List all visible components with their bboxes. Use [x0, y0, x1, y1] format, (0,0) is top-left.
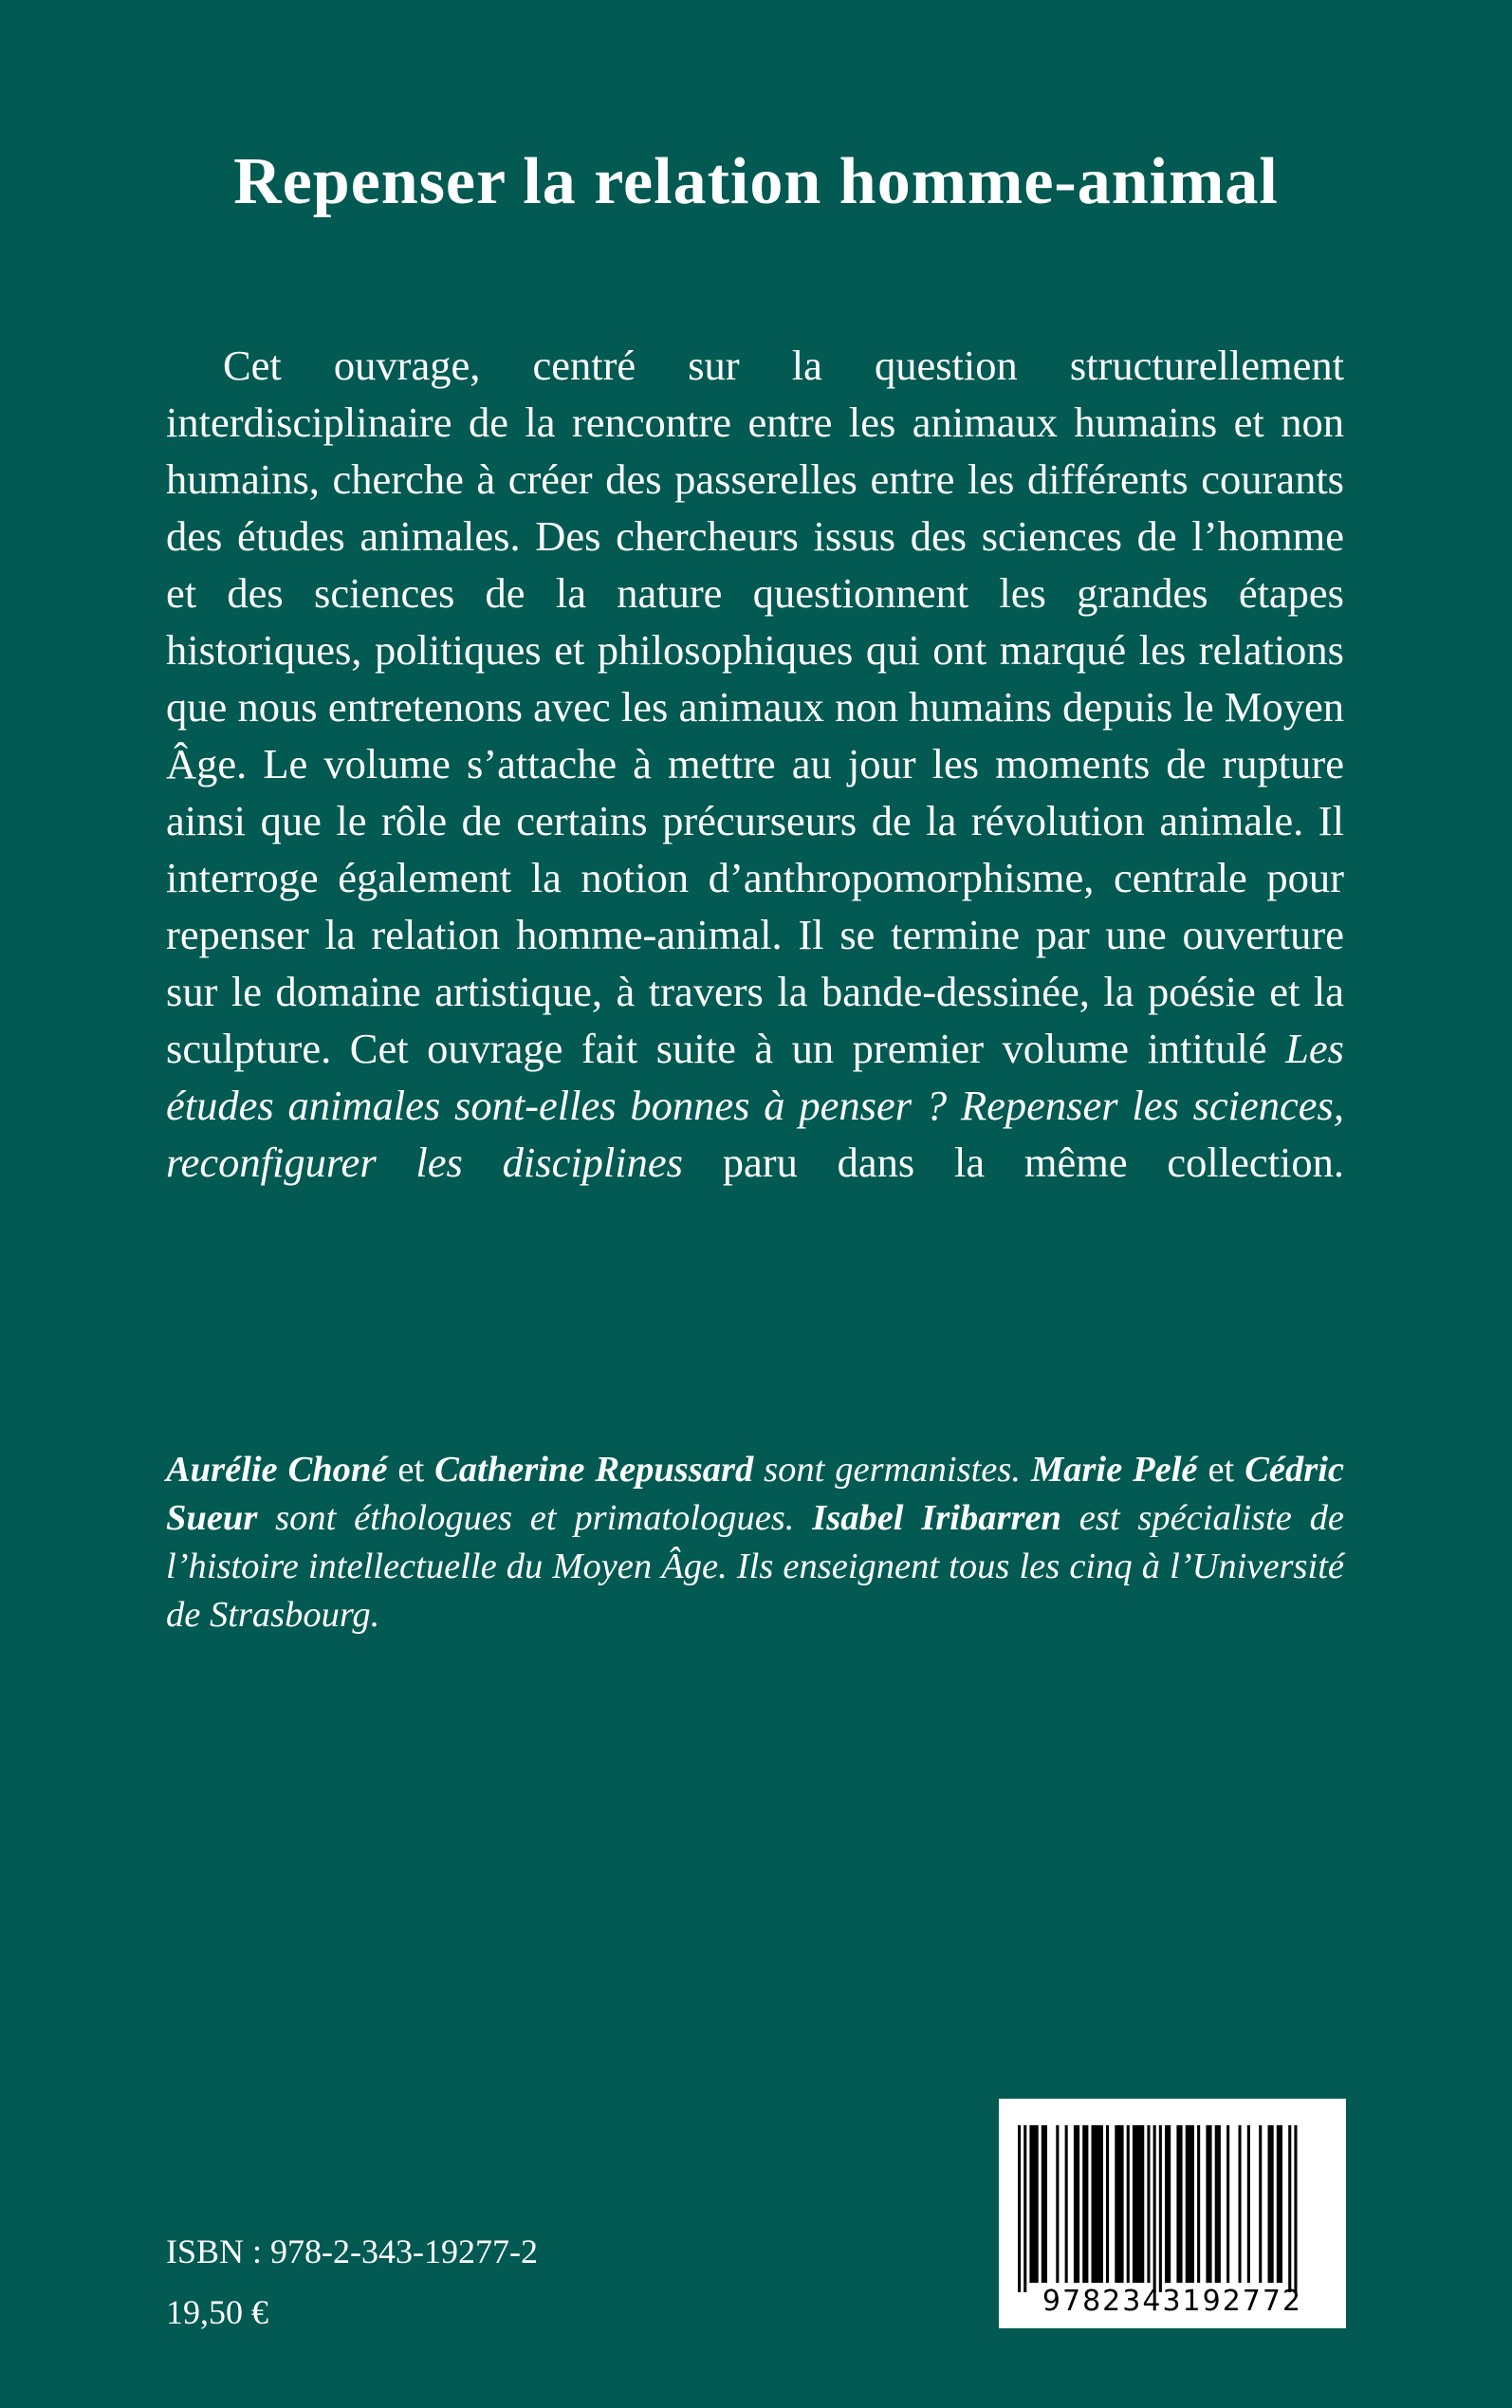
barcode-bar — [1023, 2125, 1026, 2292]
barcode-bar — [1115, 2125, 1123, 2283]
barcode-bar — [1259, 2125, 1262, 2283]
isbn-label: ISBN : 978-2-343-19277-2 — [166, 2232, 538, 2270]
barcode-bar — [1159, 2125, 1162, 2292]
barcode-bar — [1042, 2125, 1047, 2283]
book-title: Repenser la relation homme-animal — [233, 145, 1279, 218]
barcode-bar — [1239, 2125, 1242, 2283]
barcode-bar — [1029, 2125, 1038, 2283]
barcode-bar — [1074, 2125, 1079, 2283]
barcode-bar — [1133, 2125, 1144, 2283]
bio-role: sont germanistes. — [753, 1450, 1031, 1490]
barcode-bar — [1165, 2125, 1171, 2283]
barcode-bar — [1092, 2125, 1103, 2283]
barcode-bar — [1176, 2125, 1182, 2283]
author-name: Cédric Sueur — [166, 1450, 1344, 1538]
barcode-bar — [1127, 2125, 1130, 2283]
author-name: Isabel Iribarren — [812, 1498, 1061, 1538]
barcode-bar — [1288, 2125, 1291, 2292]
barcode-bar — [1197, 2125, 1200, 2283]
bio-connector: et — [1197, 1450, 1245, 1490]
blurb-closing-text: paru dans la même collection. — [682, 1139, 1344, 1186]
blurb-main-text: Cet ouvrage, centré sur la question structurellement interdisciplinaire de la rencontre entre les animaux humains et non humains, cherche à créer des passerelles entre les différents courants des études animales. Des chercheurs issus des sciences de l’homme et des sciences de la nature questionnent les grandes étapes historiques, politiques et philosophiques qui ont marqué les relations que nous entretenons avec les animaux non humains depuis le Moyen Âge. Le volume s’attache à mettre au jour les moments de rupture ainsi que le rôle de certains précurseurs de la révolution animale. Il interroge également la notion d’anthropomorphisme, centrale pour repenser la relation homme-animal. Il se termine par une ouverture sur le domaine artistique, à travers la bande-dessinée, la poésie et la sculpture. Cet ouvrage fait suite à un premier volume intitulé — [166, 342, 1344, 1072]
previous-volume-title: Les études animales sont-elles bonnes à penser ? Repenser les sciences, reconfigurer les disciplines — [166, 1025, 1344, 1186]
bio-role: sont éthologues et primatologues. — [257, 1498, 813, 1538]
author-name: Catherine Repussard — [434, 1450, 754, 1490]
barcode-digits: 9782343192772 — [1042, 2285, 1303, 2318]
barcode-bar — [1018, 2125, 1021, 2292]
barcode-bar — [1082, 2125, 1088, 2283]
barcode-bar — [1065, 2125, 1068, 2283]
price-label: 19,50 € — [166, 2293, 268, 2331]
barcode-bar — [1226, 2125, 1229, 2283]
barcode-bar — [1153, 2125, 1156, 2292]
barcode-bar — [1247, 2125, 1250, 2283]
barcode-bar — [1294, 2125, 1297, 2292]
barcode-bar — [1206, 2125, 1211, 2283]
barcode-bar — [1106, 2125, 1109, 2283]
blurb-paragraph — [166, 337, 1344, 1191]
bio-connector: et — [387, 1450, 435, 1490]
barcode-bar — [1056, 2125, 1059, 2283]
author-name: Aurélie Choné — [166, 1450, 388, 1490]
barcode-bar — [1277, 2125, 1282, 2283]
barcode-bar — [1215, 2125, 1221, 2283]
author-bio — [166, 1446, 1344, 1639]
author-name: Marie Pelé — [1030, 1450, 1198, 1490]
barcode-bar — [1268, 2125, 1274, 2283]
barcode — [999, 2099, 1346, 2328]
bio-role: est spécialiste de l’histoire intellectuelle du Moyen Âge. Ils enseignent tous les cinq à l’Université de Strasbourg. — [166, 1498, 1345, 1635]
barcode-bar — [1186, 2125, 1194, 2283]
barcode-bar — [1147, 2125, 1150, 2283]
